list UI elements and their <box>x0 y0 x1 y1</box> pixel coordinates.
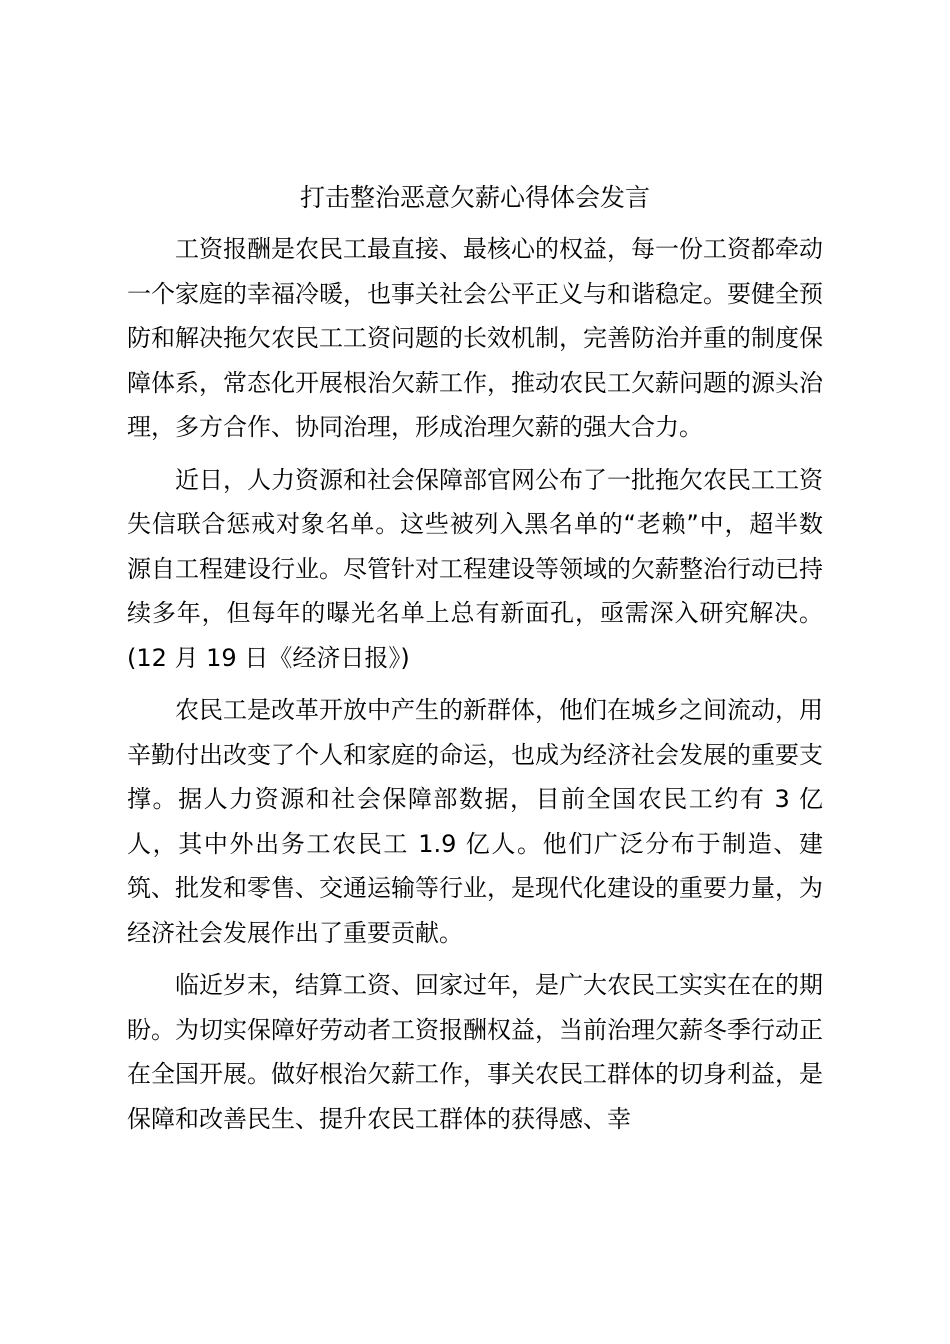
paragraph: 农民工是改革开放中产生的新群体，他们在城乡之间流动，用辛勤付出改变了个人和家庭的命运，也成为经济社会发展的重要支撑。据人力资源和社会保障部数据，目前全国农民工约有 3 亿人，其中外出务工农民工 1.9 亿人。他们广泛分布于制造、建筑、批发和零售、交通运输等行业，是现代化建设的重要力量，为经济社会发展作出了重要贡献。 <box>127 696 823 947</box>
paragraph: 近日，人力资源和社会保障部官网公布了一批拖欠农民工工资失信联合惩戒对象名单。这些被列入黑名单的“老赖”中，超半数源自工程建设行业。尽管针对工程建设等领域的欠薪整治行动已持续多年，但每年的曝光名单上总有新面孔，亟需深入研究解决。(12 月 19 日《经济日报》) <box>127 465 823 672</box>
paragraph: 工资报酬是农民工最直接、最核心的权益，每一份工资都牵动一个家庭的幸福冷暖，也事关社会公平正义与和谐稳定。要健全预防和解决拖欠农民工工资问题的长效机制，完善防治并重的制度保障体系，常态化开展根治欠薪工作，推动农民工欠薪问题的源头治理，多方合作、协同治理，形成治理欠薪的强大合力。 <box>127 235 823 441</box>
document-title: 打击整治恶意欠薪心得体会发言 <box>299 183 650 212</box>
document-body <box>127 227 823 1149</box>
paragraph: 临近岁末，结算工资、回家过年，是广大农民工实实在在的期盼。为切实保障好劳动者工资报酬权益，当前治理欠薪冬季行动正在全国开展。做好根治欠薪工作，事关农民工群体的切身利益，是保障和改善民生、提升农民工群体的获得感、幸 <box>127 971 823 1133</box>
